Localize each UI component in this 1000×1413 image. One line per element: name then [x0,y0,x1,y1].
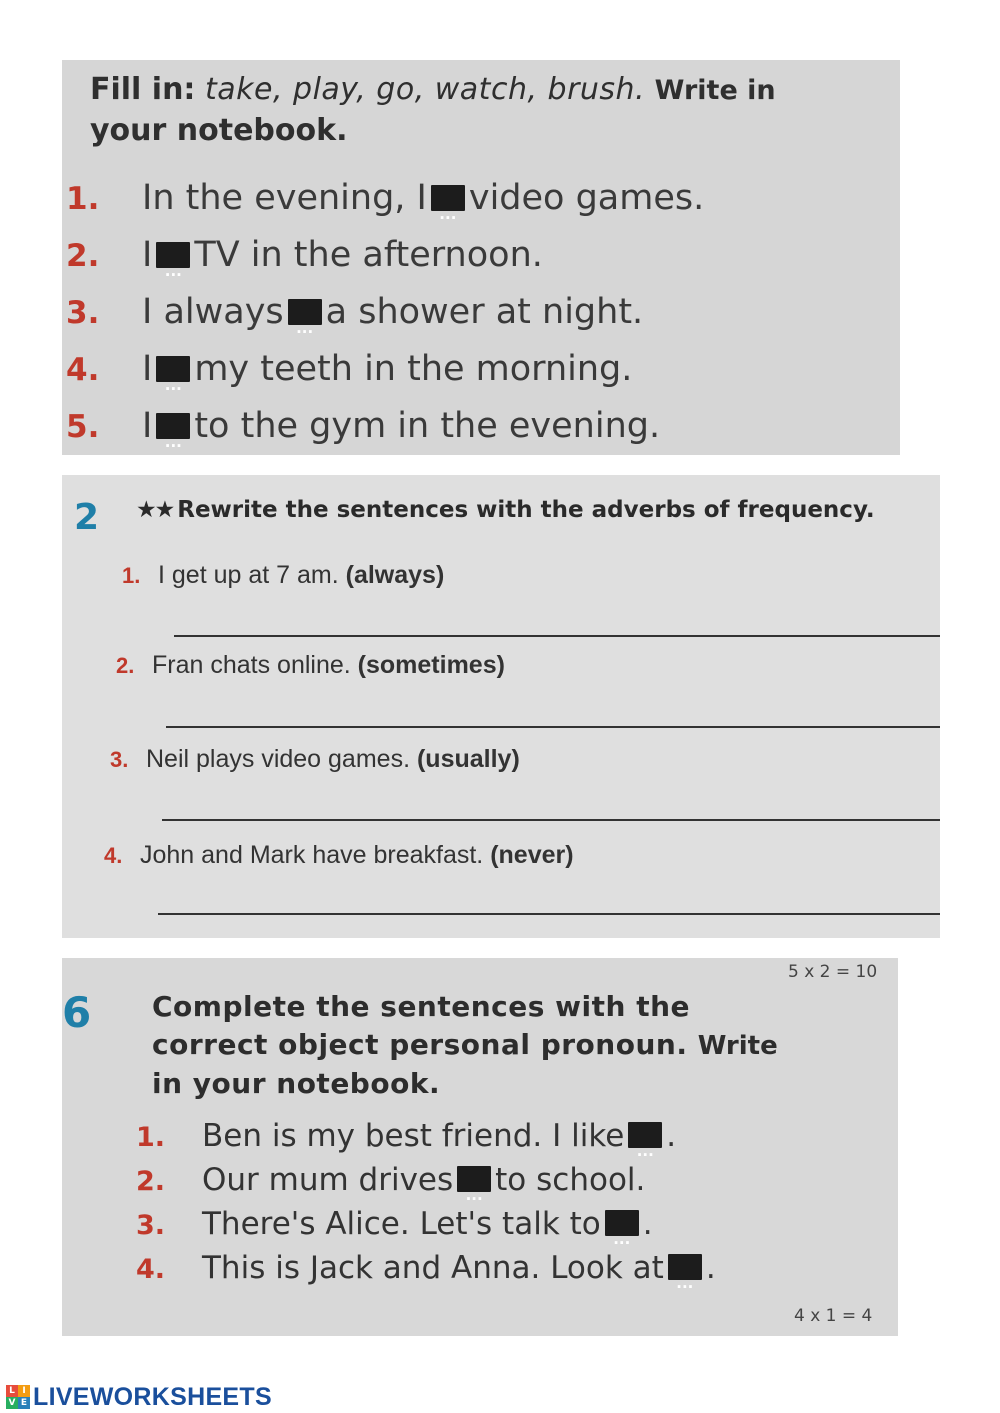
sentence-end: . [705,1250,716,1286]
section-number: 2 [74,497,100,538]
exercise-adverbs-panel [62,475,940,938]
instruction-label: Fill in: [90,72,196,107]
exercise-3-item-2 [136,1158,645,1202]
exercise-2-title [136,497,875,523]
answer-line[interactable] [162,819,940,821]
exercise-1-item-4 [66,346,632,392]
sentence-end: TV in the afternoon. [194,235,543,275]
item-number: 4. [104,843,123,868]
title-line-3: in your notebook. [152,1067,441,1100]
exercise-3-item-1 [136,1114,676,1158]
title-line-1: Complete the sentences with the [152,990,691,1023]
logo-text: LIVEWORKSHEETS [33,1382,272,1411]
logo-mark-icon [6,1385,30,1409]
sentence-end: my teeth in the morning. [194,349,633,389]
exercise-1-item-5 [66,403,660,449]
item-number: 4. [136,1254,166,1285]
liveworksheets-logo [6,1382,272,1412]
exercise-2-item-2 [116,651,505,680]
exercise-1-item-1 [66,175,704,221]
answer-gap[interactable] [288,299,322,325]
answer-gap[interactable] [431,185,465,211]
logo-letter: E [18,1397,30,1409]
sentence-end: a shower at night. [325,292,644,332]
sentence-start: Our mum drives [202,1162,454,1198]
sentence-end: to school. [495,1162,646,1198]
sentence-end: video games. [468,178,705,218]
answer-line[interactable] [174,635,940,637]
exercise-3-item-3 [136,1202,653,1246]
logo-letter: L [6,1385,18,1397]
sentence-start: I [142,349,153,389]
exercise-3-title [152,988,882,1103]
title-line-2-tail: Write [697,1031,778,1061]
sentence-start: I [142,406,153,446]
item-number: 3. [66,295,100,331]
item-number: 1. [66,181,100,217]
item-number: 3. [136,1210,166,1241]
adverb-hint: (never) [490,841,574,869]
sentence-start: I always [142,292,284,332]
sentence-start: Ben is my best friend. I like [202,1118,625,1154]
item-number: 5. [66,409,100,445]
exercise-2-item-1 [122,561,444,590]
exercise-2-item-4 [104,841,574,870]
adverb-hint: (always) [345,561,445,589]
sentence-end: to the gym in the evening. [194,406,661,446]
logo-letter: I [18,1385,30,1397]
exercise-1-instructions [90,70,890,151]
difficulty-stars-icon: ★★ [136,497,174,523]
answer-gap[interactable] [156,356,190,382]
instruction-line-2: your notebook. [90,113,348,148]
item-number: 2. [136,1166,166,1197]
answer-gap[interactable] [156,242,190,268]
item-number: 1. [136,1122,166,1153]
answer-gap[interactable] [605,1210,639,1236]
exercise-2-instruction: Rewrite the sentences with the adverbs of frequency. [177,497,875,523]
word-bank: take, play, go, watch, brush. [204,72,646,107]
sentence-end: . [666,1118,677,1154]
sentence-start: There's Alice. Let's talk to [202,1206,601,1242]
sentence-start: In the evening, I [142,178,427,218]
exercise-3-item-4 [136,1246,716,1290]
answer-gap[interactable] [628,1122,662,1148]
sentence-end: . [642,1206,653,1242]
answer-gap[interactable] [457,1166,491,1192]
score-top: 5 x 2 = 10 [788,962,878,982]
exercise-1-item-3 [66,289,643,335]
answer-line[interactable] [158,913,940,915]
sentence-text: Fran chats online. [152,651,351,679]
title-line-2: correct object personal pronoun. [152,1028,688,1061]
exercise-1-item-2 [66,232,543,278]
item-number: 3. [110,747,129,772]
exercise-2-item-3 [110,745,520,774]
score-bottom: 4 x 1 = 4 [794,1306,873,1326]
item-number: 4. [66,352,100,388]
item-number: 1. [122,563,141,588]
sentence-start: This is Jack and Anna. Look at [202,1250,664,1286]
sentence-text: John and Mark have breakfast. [140,841,484,869]
item-number: 2. [116,653,135,678]
adverb-hint: (usually) [416,745,520,773]
adverb-hint: (sometimes) [357,651,505,679]
answer-line[interactable] [166,726,940,728]
exercise-pronouns-panel [62,958,898,1336]
sentence-start: I [142,235,153,275]
item-number: 2. [66,238,100,274]
logo-letter: V [6,1397,18,1409]
section-number: 6 [62,988,92,1037]
answer-gap[interactable] [156,413,190,439]
sentence-text: Neil plays video games. [146,745,411,773]
sentence-text: I get up at 7 am. [158,561,339,589]
answer-gap[interactable] [668,1254,702,1280]
instruction-tail: Write in [654,75,776,106]
exercise-fill-in-panel [62,60,900,455]
